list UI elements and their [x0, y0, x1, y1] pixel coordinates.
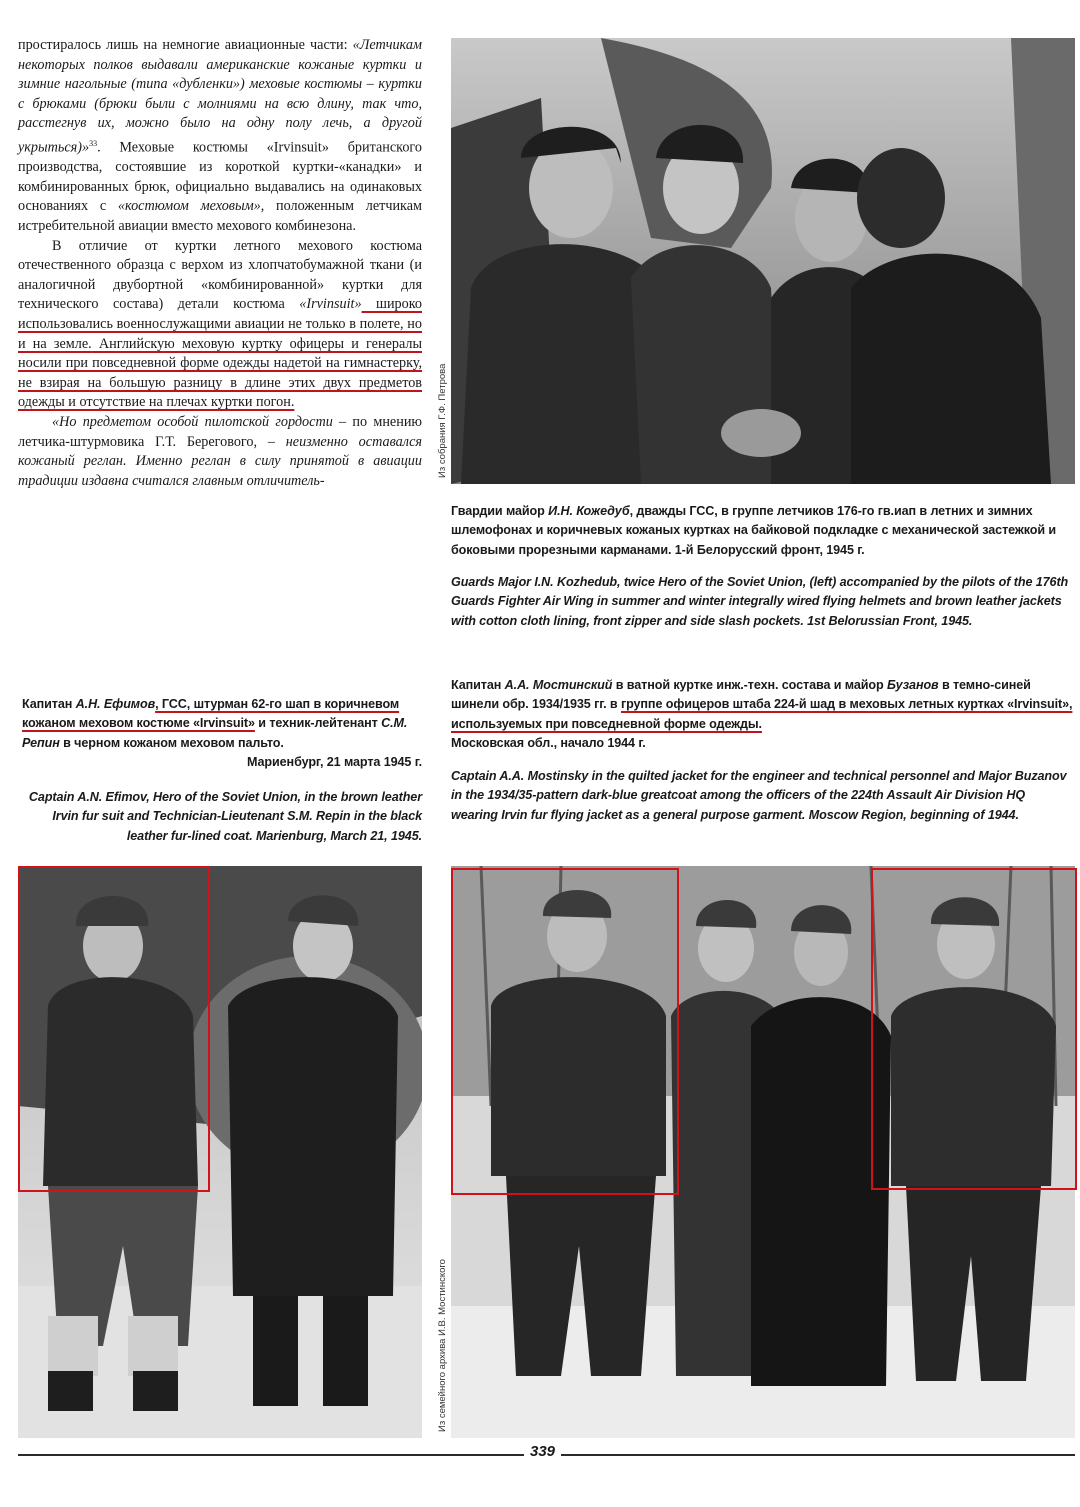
photo-credit-mostinsky: Из семейного архива И.В. Мостинского [437, 1259, 448, 1432]
caption-mostinsky-en: Captain A.A. Mostinsky in the quilted jacket for the engineer and technical personnel and Major Buzanov in the 1934/35-pattern dark-blue greatcoat among the officers of the 224th Assault Air Division HQ wearing Irvin fur flying jacket as a general purpose garment. Moscow Region, beginning of 1944. [451, 769, 1067, 822]
caption-efimov-ru: Капитан А.Н. Ефимов, ГСС, штурман 62-го шап в коричневом кожаном меховом костюме «Irvinsuit» и техник-лейтенант С.М. Репин в черном кожаном меховом пальто. Мариенбург, 21 марта 1945 г. [22, 697, 422, 770]
highlighted-text: группе офицеров штаба 224-й шад в меховых летных куртках «Irvinsuit», используемых при повседневной форме одежды. [451, 697, 1073, 731]
highlight-box-efimov [18, 866, 210, 1192]
page-number: 339 [524, 1443, 561, 1460]
photo-kozhedub-pilots [451, 38, 1075, 484]
highlight-box-officer-right [871, 868, 1077, 1190]
caption-efimov-en: Captain A.N. Efimov, Hero of the Soviet Union, in the brown leather Irvin fur suit and Technician-Lieutenant S.M. Repin in the black leather fur-lined coat. Marienburg, March 21, 1945. [28, 790, 422, 843]
body-paragraph-2: В отличие от куртки летного мехового костюма отечественного образца с верхом из хлопчатобумажной ткани (и аналогичной двубортной «комбинированной» куртки для технического состава) детали костюма «Irvinsuit» широко использовались военнослужащими авиации не только в полете, но и на земле. Английскую меховую куртку офицеры и генералы носили при повседневной форме одежды надетой на гимнастерку, не взирая на большую разницу в длине этих двух предметов одежды и отсутствие на плечах куртки погон. [18, 237, 422, 411]
highlight-box-officer-left [451, 868, 679, 1195]
body-paragraph-3: «Но предметом особой пилотской гордости – по мнению летчика-штурмовика Г.Т. Берегового, – неизменно оставался кожаный реглан. Именно реглан в силу принятой в авиации традиции издавна считался главным отличитель- [18, 414, 423, 489]
body-paragraph-1: простиралось лишь на немногие авиационные части: «Летчикам некоторых полков выдавали американские кожаные куртки и зимние нагольные (типа «дубленки») меховые костюмы – куртки с брюками (брюки были с молниями на всю длину, так что, расстегнув их, можно было на одну полу лечь, а другой укрыться)»$^{33}$. Меховые костюмы «Irvinsuit» британского производства, состоявшие из короткой куртки-«канадки» и комбинированных брюк, официально выдавались на одинаковых основаниях с «костюмом меховым», положенным летчикам истребительной авиации вместо мехового комбинезона. [18, 37, 423, 235]
photo-credit-kozhedub: Из собрания Г.Ф. Петрова [437, 363, 448, 478]
highlighted-text: , ГСС, штурман 62-го шап в коричневом кожаном меховом костюме «Irvinsuit» [22, 697, 400, 731]
body-text [18, 36, 422, 491]
caption-mostinsky-ru: Капитан А.А. Мостинский в ватной куртке инж.-техн. состава и майор Бузанов в темно-синей шинели обр. 1934/1935 гг. в группе офицеров штаба 224-й шад в меховых летных куртках «Irvinsuit», используемых при повседневной форме одежды. Московская обл., начало 1944 г. [451, 678, 1073, 751]
caption-kozhedub-ru: Гвардии майор И.Н. Кожедуб, дважды ГСС, в группе летчиков 176-го гв.иап в летних и зимних шлемофонах и коричневых кожаных куртках на байковой подкладке с механической застежкой и боковыми прорезными карманами. 1-й Белорусский фронт, 1945 г. [451, 504, 1057, 557]
highlighted-text: Английскую меховую куртку офицеры и генералы носили при повседневной форме одежды надетой на гимнастерку, не взирая на большую разницу в длине этих двух предметов одежды и отсутствие на плечах куртки погон. [18, 335, 422, 411]
highlighted-text: широко использовались военнослужащими авиации не только в полете, но и на земле. [18, 296, 422, 352]
caption-kozhedub-en: Guards Major I.N. Kozhedub, twice Hero of the Soviet Union, (left) accompanied by the pilots of the 176th Guards Fighter Air Wing in summer and winter integrally wired flying helmets and brown leather jackets with cotton cloth lining, front zipper and side slash pockets. 1st Belorussian Front, 1945. [451, 575, 1069, 628]
